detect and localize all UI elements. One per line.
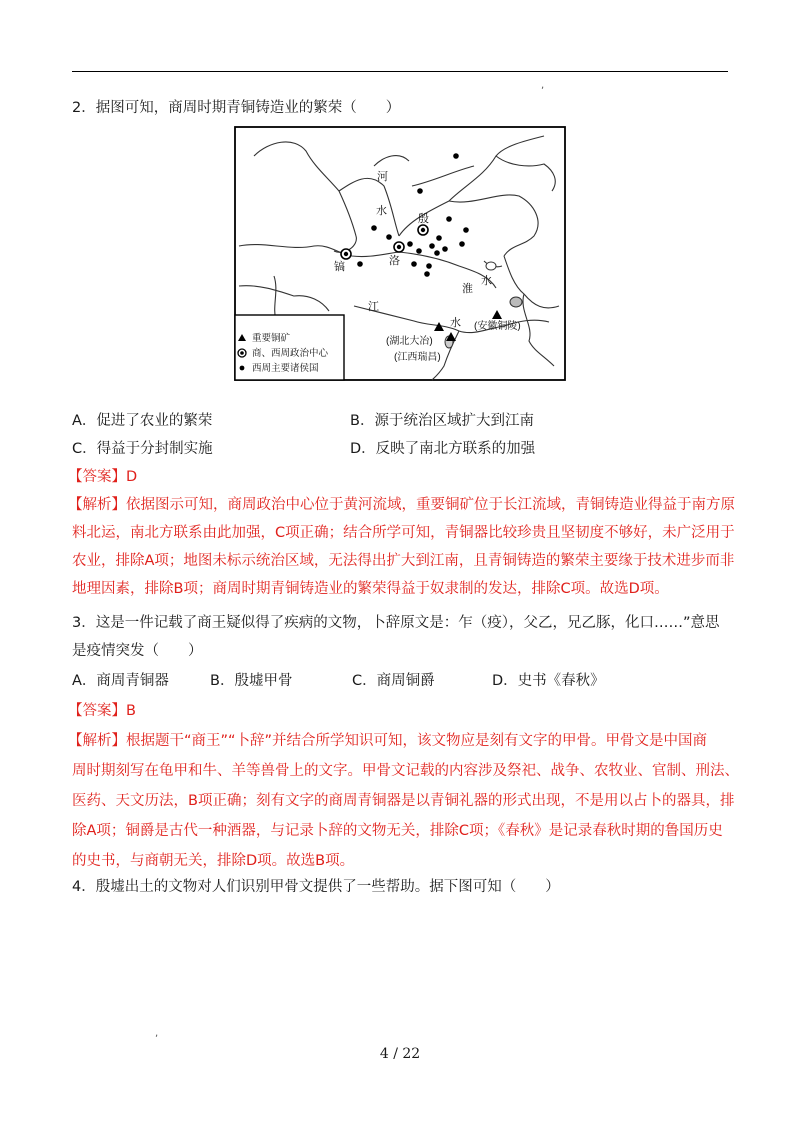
q2-analysis-line: 农业，排除A项；地图未标示统治区域，无法得出扩大到江南，且青铜铸造的繁荣主要缘于技术进步而非 [72,553,735,569]
stray-mark: , [541,80,545,91]
q2-option-c: C．得益于分封制实施 [72,441,213,457]
page-sep: / [393,1046,398,1062]
q2-analysis-line: 【解析】依据图示可知，商周政治中心位于黄河流域，重要铜矿位于长江流域，青铜铸造业得益于南方原 [68,497,735,513]
label-jiang: 江 [368,301,379,313]
q2-option-d: D．反映了南北方联系的加强 [350,441,536,457]
q3-answer: 【答案】B [68,703,136,719]
q2-analysis-line: 地理因素，排除B项；商周时期青铜铸造业的繁荣得益于奴隶制的发达，排除C项。故选D项。 [72,581,669,597]
label-hao: 镐 [334,261,345,273]
q2-option-b: B．源于统治区域扩大到江南 [350,413,534,429]
label-he: 河 [377,171,388,183]
q3-analysis-line: 周时期刻写在龟甲和牛、羊等兽骨上的文字。甲骨文记载的内容涉及祭祀、战争、农牧业、官制、刑法、 [72,763,739,779]
map-legend [235,315,344,380]
q3-option-c: C．商周铜爵 [352,673,435,689]
page-total: 22 [402,1046,421,1062]
q3-analysis-line: 医药、天文历法，B项正确；刻有文字的商周青铜器是以青铜礼器的形式出现，不是用以占卜的器具，排 [72,793,735,809]
page-current: 4 [379,1046,389,1062]
legend-center: 商、西周政治中心 [252,348,329,359]
label-shui1: 水 [376,205,387,217]
q2-option-a: A．促进了农业的繁荣 [72,413,213,429]
q2-analysis-line: 料北运，南北方联系由此加强，C项正确；结合所学可知，青铜器比较珍贵且坚韧度不够好，未广泛用于 [72,525,735,541]
label-yin: 殷 [418,213,429,225]
shang-zhou-map [234,126,566,381]
label-jiangxi: (江西瑞昌) [394,352,441,363]
label-anhui: (安徽铜陵) [474,321,521,332]
label-shui2: 水 [481,275,492,287]
q3-analysis-line: 【解析】根据题干“商王”“卜辞”并结合所学知识可知，该文物应是刻有文字的甲骨。甲骨文是中国商 [68,733,708,749]
q3-stem-cont: 是疫情突发（ ） [72,643,203,659]
q3-option-d: D．史书《春秋》 [492,673,605,689]
page-number [0,1046,800,1062]
label-luo: 洛 [389,255,400,267]
label-huai: 淮 [462,283,473,295]
q3-option-a: A．商周青铜器 [72,673,169,689]
header-rule [72,71,728,72]
q3-analysis-line: 的史书，与商朝无关，排除D项。故选B项。 [72,853,355,869]
legend-vassal: 西周主要诸侯国 [252,363,319,374]
q2-answer: 【答案】D [68,469,138,485]
q4-stem: 4．殷墟出土的文物对人们识别甲骨文提供了一些帮助。据下图可知（ ） [72,879,560,895]
dot-icon [240,366,245,371]
q3-analysis-line: 除A项；铜爵是古代一种酒器，与记录卜辞的文物无关，排除C项；《春秋》是记录春秋时期的鲁国历史 [72,823,723,839]
q3-option-b: B．殷墟甲骨 [210,673,293,689]
legend-copper: 重要铜矿 [252,333,291,344]
label-hubei: (湖北大冶) [386,336,433,347]
label-shui3: 水 [450,317,461,329]
stray-mark: , [155,1028,159,1039]
q2-stem: 2．据图可知，商周时期青铜铸造业的繁荣（ ） [72,100,401,116]
q3-stem: 3．这是一件记载了商王疑似得了疾病的文物，卜辞原文是：乍（疫），父乙，兄乙豚，化口……”意思 [72,615,720,631]
